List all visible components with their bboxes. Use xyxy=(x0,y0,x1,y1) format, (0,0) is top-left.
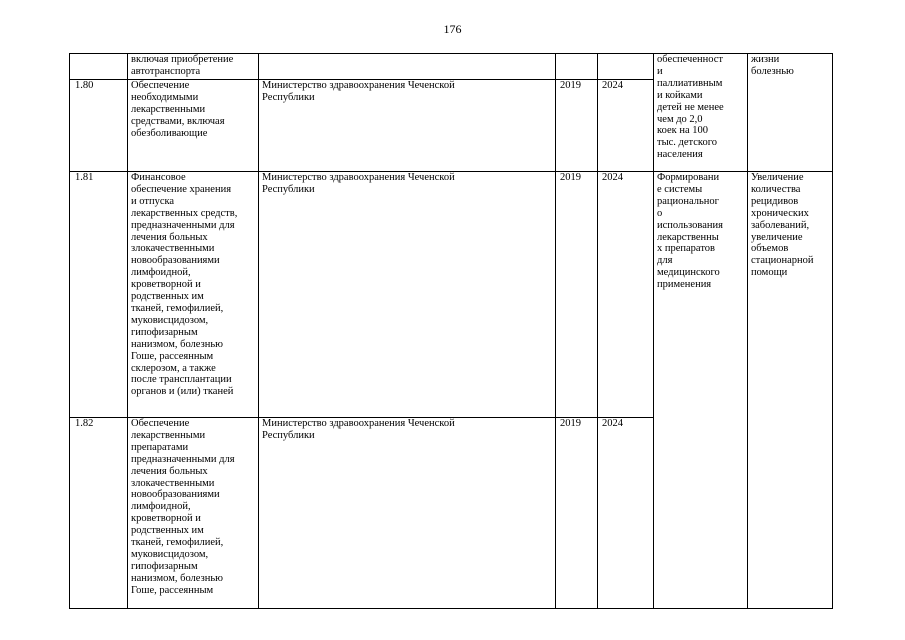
cell-end-year: 2024 xyxy=(598,418,654,609)
cell-risk: Увеличение количества рецидивов хронических заболеваний, увеличение объемов стационарной помощи xyxy=(748,172,833,609)
cell-num xyxy=(70,54,128,80)
cell-expected-result: обеспеченност и паллиативным и койками детей не менее чем до 2,0 коек на 100 тыс. детского населения xyxy=(654,54,748,172)
cell-measure-name: Обеспечение лекарственными препаратами предназначенными для лечения больных злокачественными новообразованиями лимфоидной, кроветворной и родственных им тканей, гемофилией, муковисцидозом, гипофизарным нанизмом, болезнью Гоше, рассеянным xyxy=(128,418,259,609)
cell-measure-name: Финансовое обеспечение хранения и отпуска лекарственных средств, предназначенными для лечения больных злокачественными новообразованиями лимфоидной, кроветворной и родственных им тканей, гемофилией, муковисцидозом, гипофизарным нанизмом, болезнью Гоше, рассеянным склерозом, а также после трансплантации органов и (или) тканей xyxy=(128,172,259,418)
cell-start-year: 2019 xyxy=(556,172,598,418)
cell-end-year: 2024 xyxy=(598,172,654,418)
cell-num: 1.80 xyxy=(70,80,128,172)
cell-measure-name: включая приобретение автотранспорта xyxy=(128,54,259,80)
page-number: 176 xyxy=(443,22,462,36)
cell-num: 1.81 xyxy=(70,172,128,418)
cell-start-year: 2019 xyxy=(556,418,598,609)
cell-measure-name: Обеспечение необходимыми лекарственными средствами, включая обезболивающие xyxy=(128,80,259,172)
cell-start-year xyxy=(556,54,598,80)
cell-start-year: 2019 xyxy=(556,80,598,172)
cell-expected-result: Формировани е системы рациональног о использования лекарственны х препаратов для медицинского применения xyxy=(654,172,748,609)
cell-executor xyxy=(259,54,556,80)
table-row-continuation xyxy=(70,54,833,80)
cell-end-year xyxy=(598,54,654,80)
table-row-1-81 xyxy=(70,172,833,418)
cell-end-year: 2024 xyxy=(598,80,654,172)
measures-table xyxy=(69,53,833,609)
cell-executor: Министерство здравоохранения Чеченской Республики xyxy=(259,418,556,609)
cell-num: 1.82 xyxy=(70,418,128,609)
cell-risk: жизни болезнью xyxy=(748,54,833,172)
cell-executor: Министерство здравоохранения Чеченской Республики xyxy=(259,80,556,172)
cell-executor: Министерство здравоохранения Чеченской Республики xyxy=(259,172,556,418)
